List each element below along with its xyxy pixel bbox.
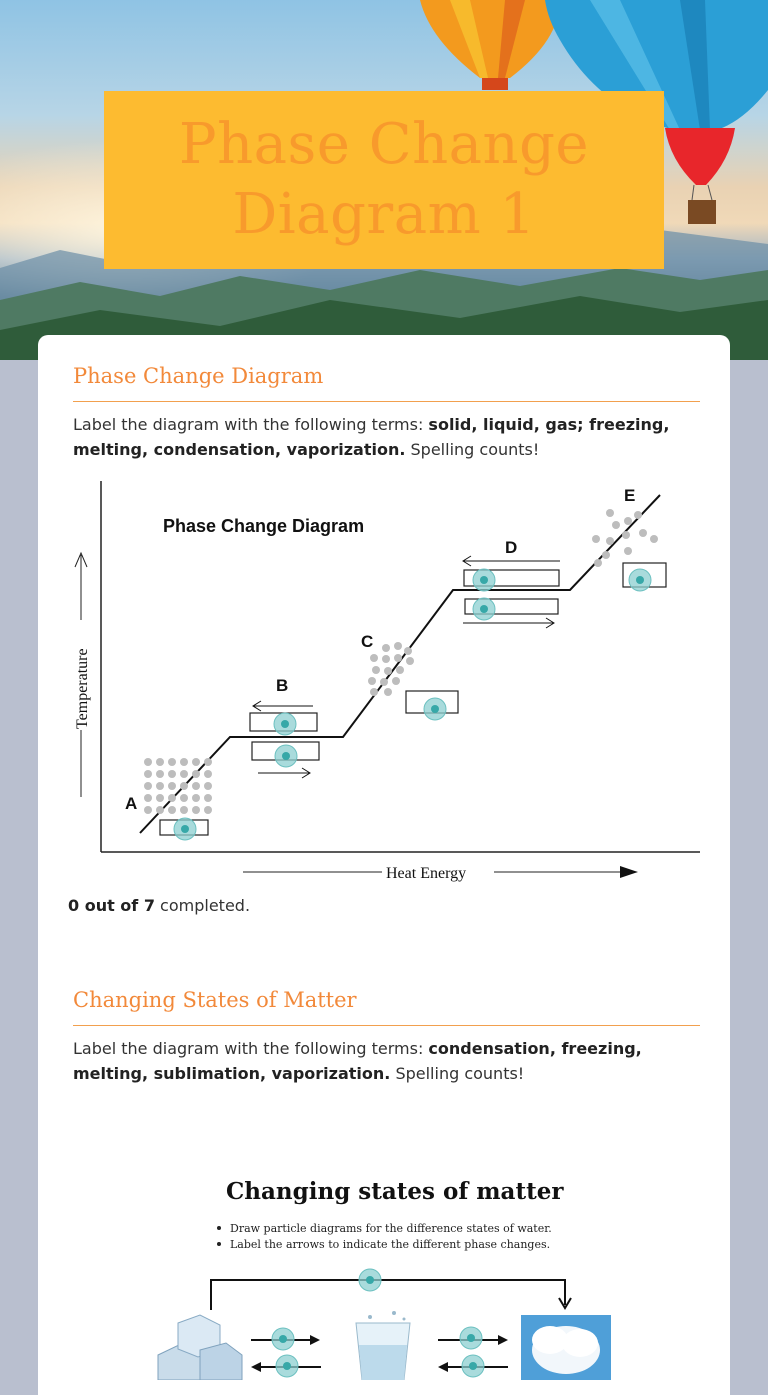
worksheet-card (38, 335, 730, 1395)
water-glass-image (356, 1311, 410, 1380)
hotspot-sublimation[interactable] (359, 1269, 381, 1291)
point-label-b: B (276, 676, 289, 695)
diagram-title: Phase Change Diagram (163, 516, 365, 536)
hotspot-ice-to-water[interactable] (272, 1328, 294, 1350)
states-bullet-2: Label the arrows to indicate the different phase changes. (230, 1238, 551, 1251)
section2-instructions (73, 1036, 700, 1086)
header-banner (0, 0, 768, 360)
heating-curve (140, 495, 660, 833)
x-axis-label: Heat Energy (386, 865, 467, 882)
page-title (179, 110, 589, 250)
page-title-line2: Diagram 1 (232, 182, 536, 247)
gas-particles (592, 509, 658, 567)
changing-states-diagram (138, 1165, 638, 1380)
section1-instructions (73, 412, 700, 462)
section2-title: Changing States of Matter (73, 988, 357, 1012)
section1-instr-terms: solid, liquid, gas; freezing, melting, condensation, vaporization. (73, 415, 670, 459)
section1-title: Phase Change Diagram (73, 364, 324, 388)
states-bullet-1: Draw particle diagrams for the difference states of water. (230, 1222, 552, 1235)
section2-divider (73, 1025, 700, 1026)
page-title-box (104, 91, 664, 269)
ice-cubes-image (158, 1315, 242, 1380)
section2-instr-suffix: Spelling counts! (390, 1064, 525, 1083)
hotspot-a[interactable] (174, 818, 196, 840)
hotspot-water-to-gas[interactable] (460, 1327, 482, 1349)
point-label-a: A (125, 794, 138, 813)
hotspot-d-bottom[interactable] (473, 598, 495, 620)
point-label-e: E (624, 486, 636, 505)
hotspot-water-to-ice[interactable] (276, 1355, 298, 1377)
completion-status (68, 896, 250, 915)
section1-instr-prefix: Label the diagram with the following terms: (73, 415, 429, 434)
point-label-c: C (361, 632, 374, 651)
phase-change-diagram (68, 475, 708, 885)
page-title-line1: Phase Change (178, 112, 590, 177)
completion-text: completed. (154, 896, 251, 915)
hotspot-e[interactable] (629, 569, 651, 591)
section2-instr-prefix: Label the diagram with the following terms: (73, 1039, 429, 1058)
hotspot-b-top[interactable] (274, 713, 296, 735)
completion-count: 0 out of 7 (68, 896, 155, 915)
section2-instr-terms: condensation, freezing, melting, sublimation, vaporization. (73, 1039, 642, 1083)
steam-cloud-image (521, 1315, 611, 1380)
y-axis-label: Temperature (74, 648, 91, 729)
point-label-d: D (505, 538, 518, 557)
section1-instr-suffix: Spelling counts! (405, 440, 540, 459)
hotspot-gas-to-water[interactable] (462, 1355, 484, 1377)
hotspot-d-top[interactable] (473, 569, 495, 591)
liquid-particles (368, 642, 414, 696)
hotspot-c[interactable] (424, 698, 446, 720)
orange-balloon-icon (420, 0, 560, 90)
states-diagram-title: Changing states of matter (226, 1178, 564, 1205)
hotspot-b-bottom[interactable] (275, 745, 297, 767)
section1-divider (73, 401, 700, 402)
